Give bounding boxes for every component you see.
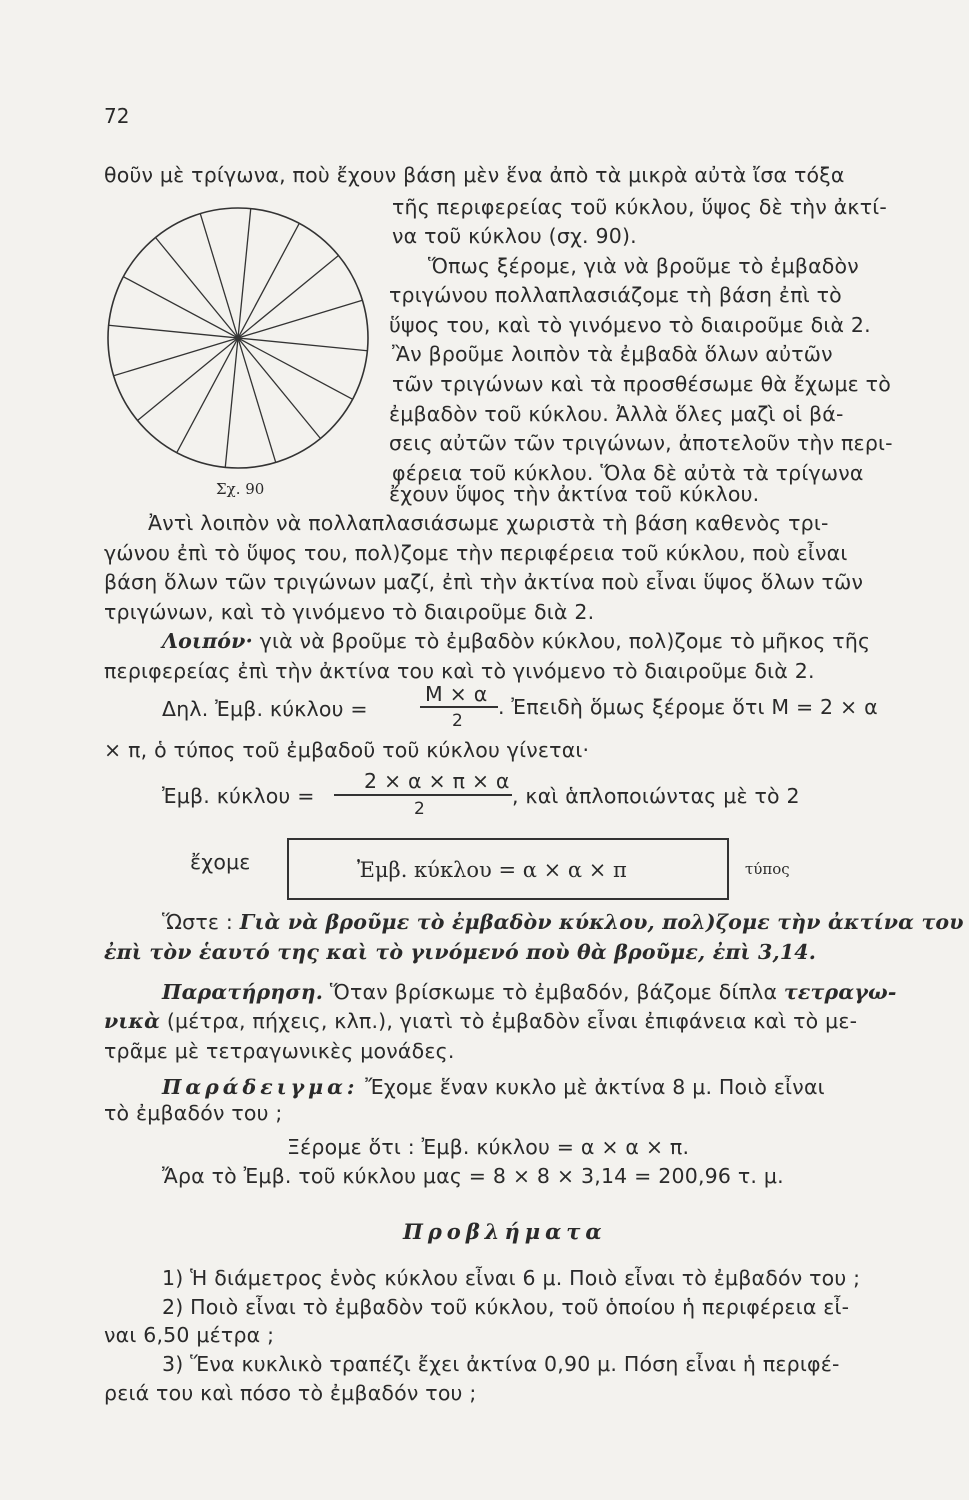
problem-item: ναι 6,50 μέτρα ; bbox=[104, 1323, 275, 1347]
example-result: Ἄρα τὸ Ἐμβ. τοῦ κύκλου μας = 8 × 8 × 3,14 = 200,96 τ. μ. bbox=[162, 1164, 784, 1188]
formula2-suffix: , καὶ ἁπλοποιώντας μὲ τὸ 2 bbox=[512, 784, 800, 808]
problems-heading: Προβλήματα bbox=[403, 1219, 607, 1244]
text-line: γώνου ἐπὶ τὸ ὕψος του, πολ)ζομε τὴν περιφέρεια τοῦ κύκλου, ποὺ εἶναι bbox=[104, 541, 848, 565]
hoste-line bbox=[162, 912, 964, 933]
text-line: τρᾶμε μὲ τετραγωνικὲς μονάδες. bbox=[104, 1039, 455, 1063]
boxed-formula: Ἐμβ. κύκλου = α × α × π bbox=[357, 858, 627, 882]
paratirisi-line-2 bbox=[104, 1011, 857, 1032]
loipon-label: Λοιπόν· bbox=[162, 629, 253, 653]
circle-sectors-figure bbox=[98, 198, 378, 478]
example-line bbox=[162, 1077, 825, 1098]
text-line: βάση ὅλων τῶν τριγώνων μαζί, ἐπὶ τὴν ἀκτίνα ποὺ εἶναι ὕψος ὅλων τῶν bbox=[104, 570, 864, 594]
paratirisi-ital: τετραγω- bbox=[783, 980, 897, 1004]
text-line: ἔχουν ὕψος τὴν ἀκτίνα τοῦ κύκλου. bbox=[389, 482, 760, 506]
circle-diameter-line bbox=[114, 300, 363, 375]
problem-item: 3) Ἕνα κυκλικὸ τραπέζι ἔχει ἀκτίνα 0,90 μ. Πόση εἶναι ἡ περιφέ- bbox=[162, 1352, 840, 1376]
paratirisi-line2-text: (μέτρα, πήχεις, κλπ.), γιατὶ τὸ ἐμβαδὸν εἶναι ἐπιφάνεια καὶ τὸ με- bbox=[166, 1009, 858, 1033]
text-line: τῶν τριγώνων καὶ τὰ προσθέσωμε θὰ ἔχωμε τὸ bbox=[392, 372, 891, 396]
problem-item: 1) Ἡ διάμετρος ἑνὸς κύκλου εἶναι 6 μ. Ποιὸ εἶναι τὸ ἐμβαδόν του ; bbox=[162, 1266, 861, 1290]
example-text: Ἔχομε ἕναν κυκλο μὲ ἀκτίνα 8 μ. Ποιὸ εἶναι bbox=[365, 1075, 825, 1099]
page-number: 72 bbox=[104, 104, 130, 128]
text-line: φέρεια τοῦ κύκλου. Ὅλα δὲ αὐτὰ τὰ τρίγωνα bbox=[392, 461, 864, 485]
figure-caption: Σχ. 90 bbox=[216, 480, 265, 498]
formula2-denominator: 2 bbox=[414, 799, 426, 819]
formula1-continuation: × π, ὁ τύπος τοῦ ἐμβαδοῦ τοῦ κύκλου γίνεται· bbox=[104, 738, 590, 762]
paratirisi-label: Παρατήρηση. bbox=[162, 980, 324, 1004]
formula2-prefix: Ἐμβ. κύκλου = bbox=[162, 784, 315, 808]
hoste-text-2: ἐπὶ τὸν ἑαυτό της καὶ τὸ γινόμενό ποὺ θὰ βροῦμε, ἐπὶ 3,14. bbox=[104, 940, 817, 964]
problem-item: ρειά του καὶ πόσο τὸ ἐμβαδόν του ; bbox=[104, 1381, 477, 1405]
formula1-suffix: . Ἐπειδὴ ὅμως ξέρομε ὅτι Μ = 2 × α bbox=[498, 695, 878, 719]
text-line: Ἂν βροῦμε λοιπὸν τὰ ἐμβαδὰ ὅλων αὐτῶν bbox=[392, 342, 833, 366]
formula1-denominator: 2 bbox=[452, 711, 464, 731]
example-label: Παράδειγμα: bbox=[162, 1075, 359, 1099]
text-line: θοῦν μὲ τρίγωνα, ποὺ ἔχουν βάση μὲν ἕνα ἀπὸ τὰ μικρὰ αὐτὰ ἴσα τόξα bbox=[104, 163, 845, 187]
loipon-line bbox=[162, 631, 870, 652]
hoste-lead: Ὥστε : bbox=[162, 910, 233, 934]
text-line: ἐμβαδὸν τοῦ κύκλου. Ἀλλὰ ὅλες μαζὶ οἱ βά- bbox=[389, 402, 844, 426]
text-line: τριγώνων, καὶ τὸ γινόμενο τὸ διαιροῦμε διὰ 2. bbox=[104, 600, 595, 624]
example-formula: Ξέρομε ὅτι : Ἐμβ. κύκλου = α × α × π. bbox=[287, 1135, 690, 1159]
text-line: τριγώνου πολλαπλασιάζομε τὴ βάση ἐπὶ τὸ bbox=[389, 283, 842, 307]
paratirisi-line bbox=[162, 982, 897, 1003]
paratirisi-text: Ὅταν βρίσκωμε τὸ ἐμβαδόν, βάζομε δίπλα bbox=[329, 980, 778, 1004]
loipon-text: γιὰ νὰ βροῦμε τὸ ἐμβαδὸν κύκλου, πολ)ζομε τὸ μῆκος τῆς bbox=[259, 629, 871, 653]
paratirisi-line2-ital: νικὰ bbox=[104, 1009, 161, 1033]
formula1-numerator: Μ × α bbox=[425, 682, 488, 706]
hoste-text: Γιὰ νὰ βροῦμε τὸ ἐμβαδὸν κύκλου, πολ)ζομε τὴν ἀκτίνα του bbox=[239, 910, 964, 934]
text-line: να τοῦ κύκλου (σχ. 90). bbox=[392, 224, 637, 248]
text-line: Ὅπως ξέρομε, γιὰ νὰ βροῦμε τὸ ἐμβαδὸν bbox=[428, 254, 859, 278]
box-lead: ἔχομε bbox=[190, 850, 251, 874]
text-line: τῆς περιφερείας τοῦ κύκλου, ὕψος δὲ τὴν ἀκτί- bbox=[392, 195, 887, 219]
text-line: σεις αὐτῶν τῶν τριγώνων, ἀποτελοῦν τὴν περι- bbox=[389, 431, 893, 455]
formula1-prefix: Δηλ. Ἐμβ. κύκλου = bbox=[162, 697, 368, 721]
text-line: Ἀντὶ λοιπὸν νὰ πολλαπλασιάσωμε χωριστὰ τὴ βάση καθενὸς τρι- bbox=[148, 511, 829, 535]
text-line: τὸ ἐμβαδόν του ; bbox=[104, 1101, 283, 1125]
problem-item: 2) Ποιὸ εἶναι τὸ ἐμβαδὸν τοῦ κύκλου, τοῦ ὁποίου ἡ περιφέρεια εἶ- bbox=[162, 1295, 850, 1319]
formula-label: τύπος bbox=[745, 860, 790, 878]
formula2-fraction-bar bbox=[334, 794, 512, 796]
text-line: περιφερείας ἐπὶ τὴν ἀκτίνα του καὶ τὸ γινόμενο τὸ διαιροῦμε διὰ 2. bbox=[104, 659, 815, 683]
formula2-numerator: 2 × α × π × α bbox=[364, 769, 510, 793]
text-line: ὕψος του, καὶ τὸ γινόμενο τὸ διαιροῦμε διὰ 2. bbox=[389, 313, 871, 337]
formula1-fraction-bar bbox=[420, 706, 498, 708]
